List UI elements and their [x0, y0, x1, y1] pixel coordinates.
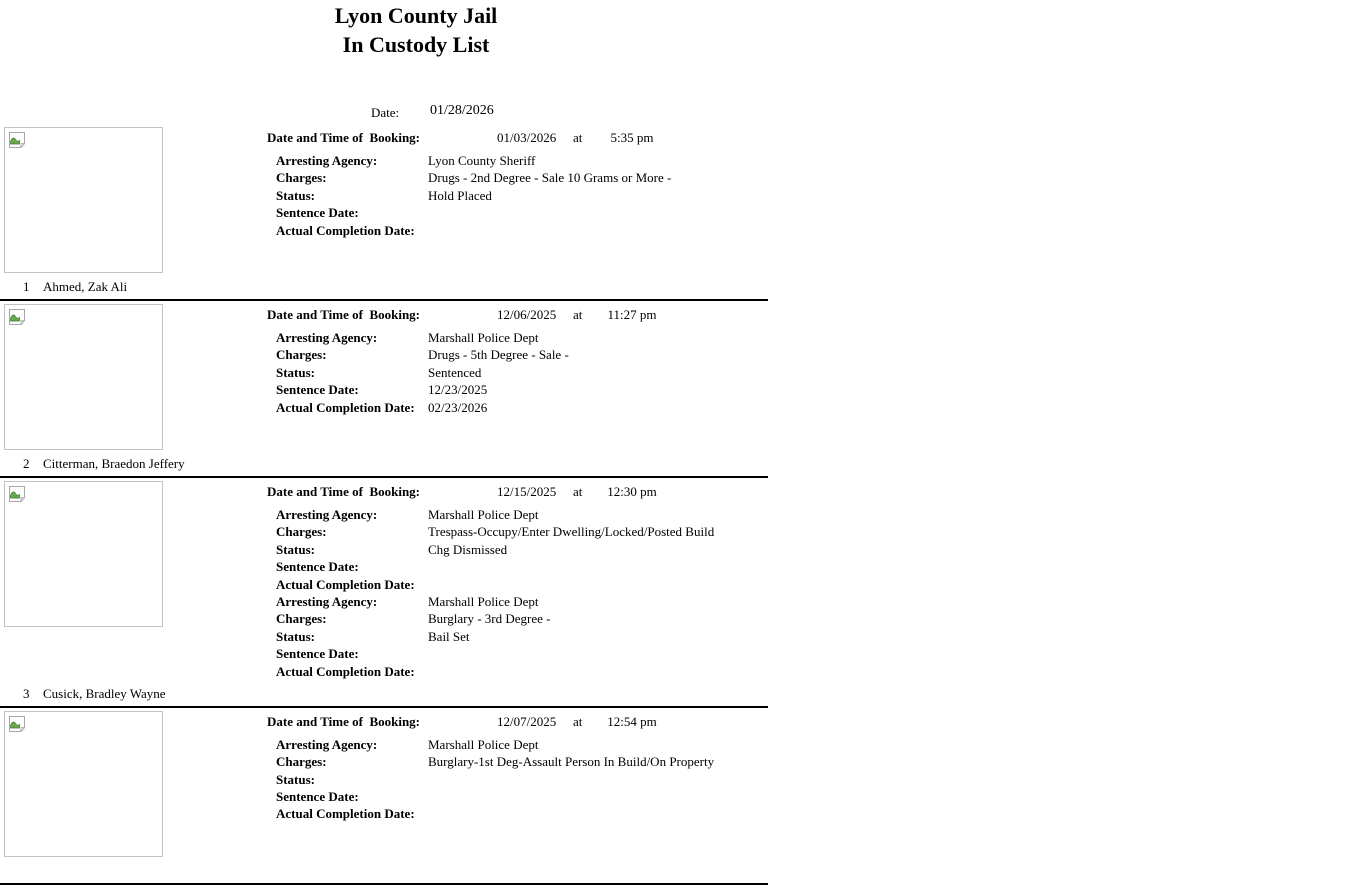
- actual-completion-date-row: [267, 399, 768, 416]
- charges-label: Charges:: [276, 611, 327, 627]
- report-date-label: Date:: [371, 105, 400, 120]
- charges-value: Burglary - 3rd Degree -: [428, 611, 551, 627]
- inmate-record: [0, 127, 768, 301]
- arresting-agency-label: Arresting Agency:: [276, 330, 378, 345]
- arresting-agency-value: Lyon County Sheriff: [428, 153, 536, 168]
- status-row: [267, 187, 768, 204]
- sentence-date-row: [267, 558, 768, 575]
- status-row: [267, 364, 768, 381]
- status-value: Hold Placed: [428, 187, 492, 203]
- booking-at-label: at: [573, 307, 583, 322]
- sentence-date-value: 12/23/2025: [428, 382, 488, 398]
- arresting-agency-row: [267, 506, 768, 523]
- inmate-photo-placeholder: [4, 481, 163, 627]
- actual-completion-date-row: [267, 805, 768, 822]
- actual-completion-date-label: Actual Completion Date:: [276, 806, 415, 822]
- booking-at-label: at: [573, 713, 583, 729]
- charges-row: [267, 523, 768, 540]
- inmate-photo-placeholder: [4, 127, 163, 273]
- actual-completion-date-label: Actual Completion Date:: [276, 576, 415, 592]
- booking-date: 12/06/2025: [497, 307, 557, 322]
- arresting-agency-row: [267, 329, 768, 346]
- charges-value: Trespass-Occupy/Enter Dwelling/Locked/Posted Build: [428, 524, 715, 540]
- report-date-row: [0, 105, 768, 122]
- inmate-name: Citterman, Braedon Jeffery: [43, 456, 185, 471]
- booking-row: [267, 307, 768, 329]
- arresting-agency-value: Marshall Police Dept: [428, 507, 539, 522]
- inmate-details: [267, 127, 768, 239]
- arresting-agency-value: Marshall Police Dept: [428, 593, 539, 609]
- charges-label: Charges:: [276, 347, 327, 363]
- arresting-agency-row: [267, 593, 768, 610]
- booking-row: [267, 714, 768, 736]
- booking-time: 5:35 pm: [610, 130, 654, 145]
- inmate-details: [267, 304, 768, 416]
- page-title-line1: Lyon County Jail: [334, 3, 498, 28]
- status-row: [267, 541, 768, 558]
- booking-time: 11:27 pm: [607, 307, 657, 322]
- inmate-number: 2: [23, 456, 30, 471]
- booking-label: Date and Time of Booking:: [267, 484, 421, 499]
- status-row: [267, 628, 768, 645]
- booking-at-label: at: [573, 130, 583, 145]
- actual-completion-date-label: Actual Completion Date:: [276, 399, 415, 415]
- charges-label: Charges:: [276, 754, 327, 770]
- charges-label: Charges:: [276, 524, 327, 540]
- actual-completion-date-label: Actual Completion Date:: [276, 663, 415, 679]
- booking-row: [267, 484, 768, 506]
- arresting-agency-row: [267, 736, 768, 753]
- booking-date: 12/07/2025: [497, 713, 557, 729]
- booking-label: Date and Time of Booking:: [267, 307, 421, 322]
- inmate-number: 1: [23, 279, 30, 294]
- charge-blocks: [267, 736, 768, 823]
- charges-label: Charges:: [276, 170, 327, 186]
- charge-block: [267, 152, 768, 239]
- inmate-photo-placeholder: [4, 304, 163, 450]
- arresting-agency-label: Arresting Agency:: [276, 153, 378, 168]
- broken-image-icon: [8, 715, 26, 733]
- booking-row: [267, 130, 768, 152]
- status-value: Sentenced: [428, 364, 482, 380]
- sentence-date-label: Sentence Date:: [276, 559, 359, 575]
- inmate-name-row: [0, 450, 768, 476]
- sentence-date-row: [267, 788, 768, 805]
- charge-block: [267, 506, 768, 593]
- actual-completion-date-label: Actual Completion Date:: [276, 222, 415, 238]
- charge-blocks: [267, 506, 768, 680]
- booking-at-label: at: [573, 484, 583, 499]
- inmate-name-row: [0, 273, 768, 299]
- booking-label: Date and Time of Booking:: [267, 713, 421, 729]
- sentence-date-label: Sentence Date:: [276, 382, 359, 398]
- arresting-agency-label: Arresting Agency:: [276, 736, 378, 752]
- charges-value: Burglary-1st Deg-Assault Person In Build/On Property: [428, 754, 715, 770]
- sentence-date-row: [267, 204, 768, 221]
- charges-row: [267, 169, 768, 186]
- status-label: Status:: [276, 628, 316, 644]
- page-title-line2: In Custody List: [342, 32, 490, 57]
- broken-image-icon: [8, 131, 26, 149]
- sentence-date-row: [267, 645, 768, 662]
- arresting-agency-value: Marshall Police Dept: [428, 330, 539, 345]
- sentence-date-label: Sentence Date:: [276, 789, 359, 805]
- inmate-record: [0, 304, 768, 478]
- charge-block: [267, 593, 768, 680]
- actual-completion-date-row: [267, 222, 768, 239]
- booking-label: Date and Time of Booking:: [267, 130, 421, 145]
- charge-block: [267, 329, 768, 416]
- booking-time: 12:54 pm: [607, 713, 657, 729]
- page-title: [0, 1, 832, 59]
- status-label: Status:: [276, 364, 316, 380]
- charge-blocks: [267, 152, 768, 239]
- inmate-name: Cusick, Bradley Wayne: [43, 685, 166, 701]
- inmate-record: [0, 711, 768, 885]
- status-value: Bail Set: [428, 628, 470, 644]
- inmate-name: Ahmed, Zak Ali: [43, 279, 128, 294]
- actual-completion-date-row: [267, 576, 768, 593]
- charge-block: [267, 736, 768, 823]
- booking-time: 12:30 pm: [607, 484, 657, 499]
- inmate-name-row: [0, 857, 768, 883]
- sentence-date-row: [267, 381, 768, 398]
- inmate-name-row: [0, 680, 768, 706]
- charges-value: Drugs - 2nd Degree - Sale 10 Grams or More -: [428, 170, 672, 186]
- booking-date: 12/15/2025: [497, 484, 557, 499]
- charge-blocks: [267, 329, 768, 416]
- broken-image-icon: [8, 308, 26, 326]
- status-label: Status:: [276, 187, 316, 203]
- broken-image-icon: [8, 485, 26, 503]
- status-label: Status:: [276, 541, 316, 557]
- status-value: Chg Dismissed: [428, 541, 508, 557]
- sentence-date-label: Sentence Date:: [276, 646, 359, 662]
- inmate-record: [0, 481, 768, 708]
- status-row: [267, 771, 768, 788]
- status-label: Status:: [276, 771, 316, 787]
- sentence-date-label: Sentence Date:: [276, 205, 359, 221]
- arresting-agency-label: Arresting Agency:: [276, 593, 378, 609]
- charges-row: [267, 753, 768, 770]
- inmate-number: 3: [23, 685, 30, 701]
- arresting-agency-label: Arresting Agency:: [276, 507, 378, 522]
- inmate-details: [267, 711, 768, 823]
- report-date-value: 01/28/2026: [430, 103, 494, 118]
- arresting-agency-row: [267, 152, 768, 169]
- charges-row: [267, 610, 768, 627]
- actual-completion-date-row: [267, 663, 768, 680]
- inmate-photo-placeholder: [4, 711, 163, 857]
- inmate-details: [267, 481, 768, 680]
- arresting-agency-value: Marshall Police Dept: [428, 736, 539, 752]
- records-list: [0, 127, 768, 888]
- booking-date: 01/03/2026: [497, 130, 557, 145]
- charges-row: [267, 346, 768, 363]
- charges-value: Drugs - 5th Degree - Sale -: [428, 347, 569, 363]
- actual-completion-date-value: 02/23/2026: [428, 399, 488, 415]
